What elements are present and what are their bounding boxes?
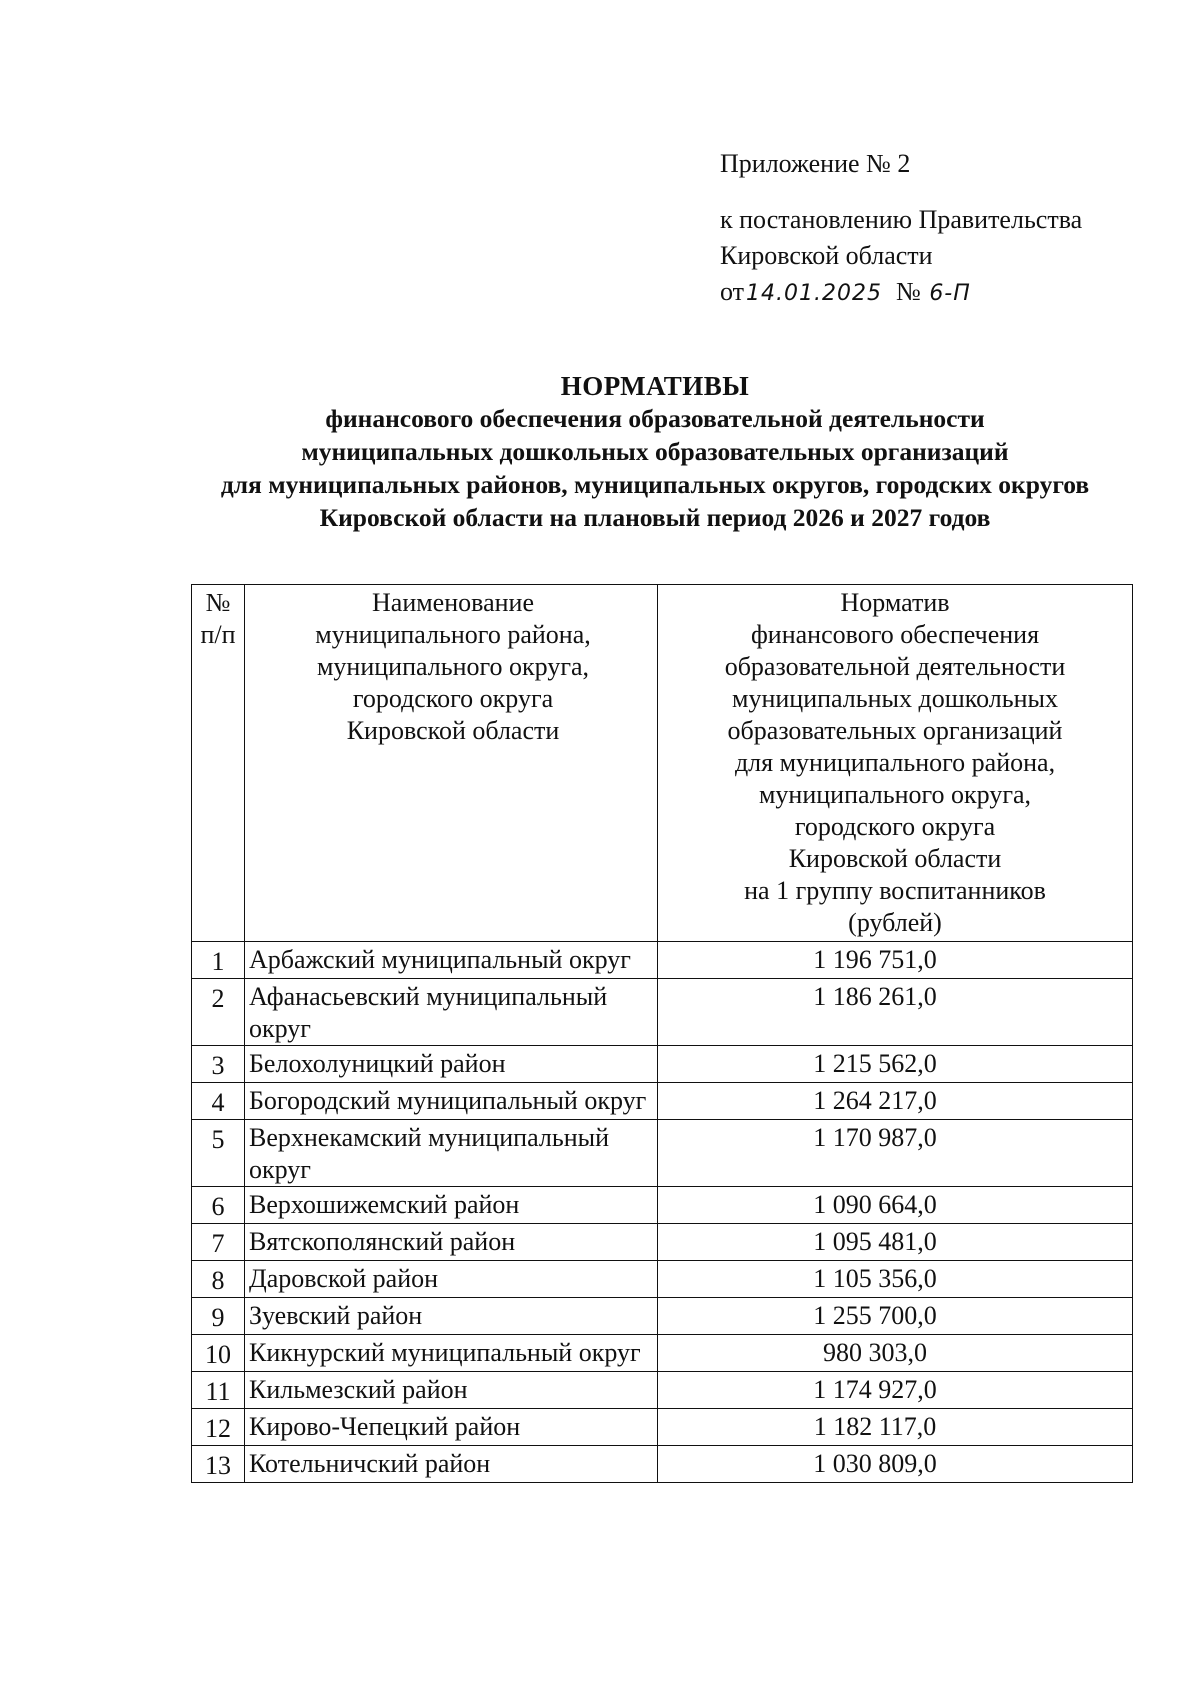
title-line: муниципальных дошкольных образовательных организаций [301, 437, 1009, 466]
title-line: для муниципальных районов, муниципальных округов, городских округов [220, 470, 1090, 499]
row-value: 1 174 927,0 [658, 1372, 1133, 1409]
row-name: Даровской район [245, 1261, 658, 1298]
table-header-row [192, 585, 1133, 942]
row-number: 7 [192, 1224, 245, 1261]
row-number: 10 [192, 1335, 245, 1372]
table-row [192, 1372, 1133, 1409]
table-row [192, 1224, 1133, 1261]
title-line: Кировской области на плановый период 2026 и 2027 годов [319, 503, 991, 532]
norms-table [191, 584, 1133, 1483]
row-number: 12 [192, 1409, 245, 1446]
handwritten-date: 14.01.2025 [746, 281, 882, 306]
row-value: 1 095 481,0 [658, 1224, 1133, 1261]
table-row [192, 1446, 1133, 1483]
row-value: 1 196 751,0 [658, 942, 1133, 979]
row-name: Афанасьевский муниципальный округ [245, 979, 658, 1046]
row-number: 6 [192, 1187, 245, 1224]
row-name: Котельничский район [245, 1446, 658, 1483]
row-number: 3 [192, 1046, 245, 1083]
appendix-region: Кировской области [720, 241, 933, 270]
appendix-date-line [720, 274, 1082, 312]
handwritten-number: 6-П [929, 281, 971, 306]
document-title [150, 370, 1160, 534]
title-line: финансового обеспечения образовательной деятельности [325, 404, 985, 433]
row-number: 2 [192, 979, 245, 1046]
table-row [192, 1335, 1133, 1372]
table-row [192, 942, 1133, 979]
row-value: 1 030 809,0 [658, 1446, 1133, 1483]
row-name: Верхнекамский муниципальный округ [245, 1120, 658, 1187]
header-value: Норматив финансового обеспечения образовательной деятельности муниципальных дошкольных образовательных организаций для муниципального района, муниципального округа, городского округа Кировской области на 1 группу воспитанников (рублей) [658, 585, 1133, 942]
row-value: 980 303,0 [658, 1335, 1133, 1372]
row-name: Богородский муниципальный округ [245, 1083, 658, 1120]
row-name: Кикнурский муниципальный округ [245, 1335, 658, 1372]
row-number: 9 [192, 1298, 245, 1335]
row-name: Зуевский район [245, 1298, 658, 1335]
table-row [192, 1046, 1133, 1083]
table-row [192, 979, 1133, 1046]
row-value: 1 090 664,0 [658, 1187, 1133, 1224]
row-number: 4 [192, 1083, 245, 1120]
header-name: Наименование муниципального района, муниципального округа, городского округа Кировской области [245, 585, 658, 942]
row-number: 1 [192, 942, 245, 979]
row-value: 1 264 217,0 [658, 1083, 1133, 1120]
row-value: 1 255 700,0 [658, 1298, 1133, 1335]
appendix-block [720, 146, 1082, 312]
row-number: 11 [192, 1372, 245, 1409]
row-number: 8 [192, 1261, 245, 1298]
number-prefix: № [896, 277, 921, 306]
header-number: № п/п [192, 585, 245, 942]
row-name: Арбажский муниципальный округ [245, 942, 658, 979]
row-value: 1 170 987,0 [658, 1120, 1133, 1187]
table-row [192, 1187, 1133, 1224]
row-value: 1 105 356,0 [658, 1261, 1133, 1298]
row-name: Верхошижемский район [245, 1187, 658, 1224]
row-name: Белохолуницкий район [245, 1046, 658, 1083]
row-name: Кильмезский район [245, 1372, 658, 1409]
row-number: 5 [192, 1120, 245, 1187]
appendix-resolution: к постановлению Правительства [720, 205, 1083, 234]
table-row [192, 1120, 1133, 1187]
appendix-number: Приложение № 2 [720, 149, 911, 178]
title-main: НОРМАТИВЫ [560, 371, 750, 401]
table-row [192, 1261, 1133, 1298]
table-row [192, 1409, 1133, 1446]
date-prefix: от [720, 277, 745, 306]
row-name: Вятскополянский район [245, 1224, 658, 1261]
row-name: Кирово-Чепецкий район [245, 1409, 658, 1446]
row-value: 1 182 117,0 [658, 1409, 1133, 1446]
row-number: 13 [192, 1446, 245, 1483]
row-value: 1 186 261,0 [658, 979, 1133, 1046]
row-value: 1 215 562,0 [658, 1046, 1133, 1083]
table-row [192, 1298, 1133, 1335]
table-row [192, 1083, 1133, 1120]
